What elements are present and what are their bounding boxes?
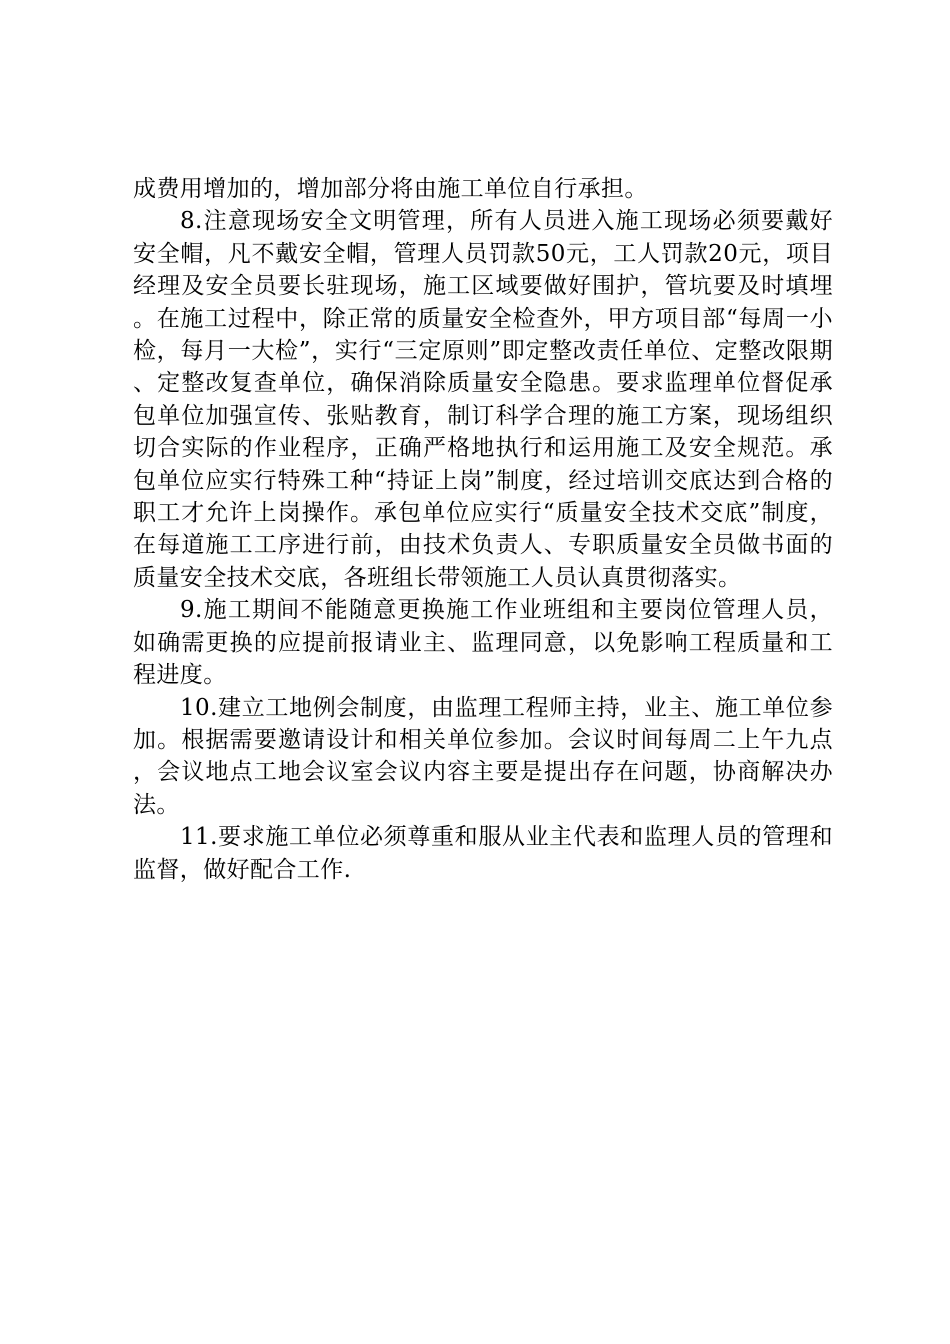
paragraph-item-8: 8.注意现场安全文明管理，所有人员进入施工现场必须要戴好安全帽，凡不戴安全帽，管理人员罚款50元，工人罚款20元，项目经理及安全员要长驻现场，施工区域要做好围护，管坑要及时填埋。在施工过程中，除正常的质量安全检查外，甲方项目部“每周一小检，每月一大检”，实行“三定原则”即定整改责任单位、定整改限期、定整改复查单位，确保消除质量安全隐患。要求监理单位督促承包单位加强宣传、张贴教育，制订科学合理的施工方案，现场组织切合实际的作业程序，正确严格地执行和运用施工及安全规范。承包单位应实行特殊工种“持证上岗”制度，经过培训交底达到合格的职工才允许上岗操作。承包单位应实行“质量安全技术交底”制度，在每道施工工序进行前，由技术负责人、专职质量安全员做书面的质量安全技术交底，各班组长带领施工人员认真贯彻落实。	[133, 208, 833, 591]
paragraph-continuation: 成费用增加的，增加部分将由施工单位自行承担。	[133, 176, 648, 202]
document-body	[133, 173, 833, 886]
paragraph-item-10: 10.建立工地例会制度，由监理工程师主持，业主、施工单位参加。根据需要邀请设计和相关单位参加。会议时间每周二上午九点，会议地点工地会议室会议内容主要是提出存在问题，协商解决办法。	[133, 694, 833, 818]
paragraph-item-11: 11.要求施工单位必须尊重和服从业主代表和监理人员的管理和监督，做好配合工作.	[133, 824, 833, 883]
paragraph-item-9: 9.施工期间不能随意更换施工作业班组和主要岗位管理人员，如确需更换的应提前报请业主、监理同意，以免影响工程质量和工程进度。	[133, 597, 833, 689]
